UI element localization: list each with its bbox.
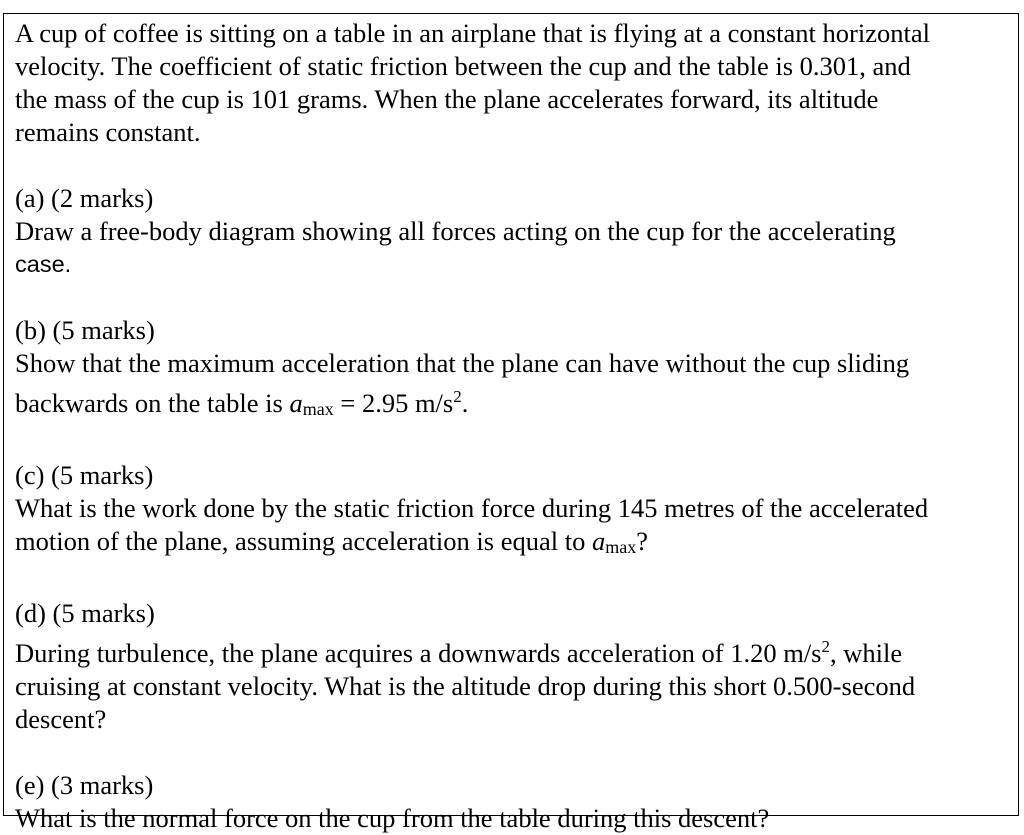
part-b-text: backwards on the table is amax = 2.95 $m/s^2$. — [15, 387, 469, 419]
intro-line: the mass of the cup is 101 grams. When the plane accelerates forward, its altitude — [15, 84, 879, 114]
part-e — [15, 769, 1015, 835]
part-d-text: During turbulence, the plane acquires a downwards acceleration of 1.20 $m/s^2$, while — [15, 637, 903, 668]
part-e-heading: (e) (3 marks) — [15, 770, 154, 800]
part-a-text: Draw a free-body diagram showing all forces acting on the cup for the accelerating — [15, 216, 896, 246]
part-b-text: Show that the maximum acceleration that the plane can have without the cup sliding — [15, 348, 910, 378]
part-e-text: What is the normal force on the cup from the table during this descent? — [15, 803, 770, 833]
part-c-heading: (c) (5 marks) — [15, 460, 154, 490]
a-max-symbol: amax — [591, 526, 637, 557]
part-d-heading: (d) (5 marks) — [15, 598, 155, 628]
a-max-symbol: amax — [289, 388, 334, 419]
part-a — [15, 182, 1015, 281]
part-a-heading: (a) (2 marks) — [15, 183, 154, 213]
part-c-text: What is the work done by the static friction force during 145 metres of the accelerated — [15, 493, 929, 523]
intro-line: A cup of coffee is sitting on a table in an airplane that is flying at a constant horizontal — [15, 18, 930, 48]
intro-paragraph — [15, 17, 1015, 149]
exponent: 2 — [821, 637, 830, 656]
intro-line: velocity. The coefficient of static friction between the cup and the table is 0.301, and — [15, 51, 911, 81]
part-a-text: case. — [15, 251, 72, 277]
part-b-heading: (b) (5 marks) — [15, 315, 155, 345]
part-d — [15, 597, 1015, 736]
part-d-text: descent? — [15, 704, 107, 734]
part-b-equation: = 2.95 m/s — [333, 388, 454, 418]
part-b-text-pre: backwards on the table is — [15, 388, 290, 418]
exponent: 2 — [453, 387, 462, 406]
part-c-text: motion of the plane, assuming acceleration is equal to amax? — [15, 526, 648, 557]
part-b — [15, 314, 1015, 426]
question-content — [15, 17, 1015, 835]
part-d-text: cruising at constant velocity. What is the altitude drop during this short 0.500-second — [15, 671, 916, 701]
part-c — [15, 459, 1015, 564]
intro-line: remains constant. — [15, 117, 201, 147]
